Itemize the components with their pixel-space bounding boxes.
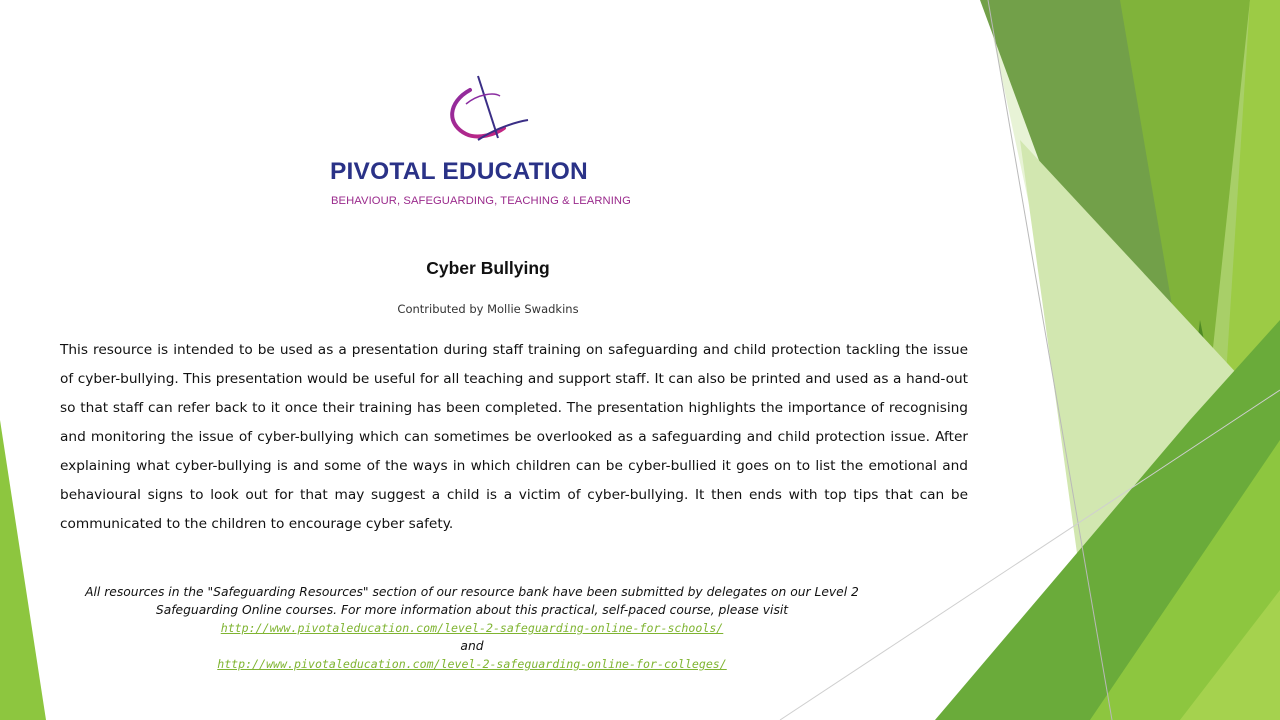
logo-stroke-diagonal	[478, 76, 498, 138]
pivotal-logo-mark	[328, 72, 658, 212]
logo-tagline: BEHAVIOUR, SAFEGUARDING, TEACHING & LEARNING	[331, 195, 631, 207]
left-green-wedge	[0, 420, 46, 720]
schools-course-link[interactable]: http://www.pivotaleducation.com/level-2-safeguarding-online-for-schools/	[220, 621, 724, 635]
footer-and: and	[460, 639, 484, 653]
contributor-byline: Contributed by Mollie Swadkins	[397, 302, 579, 316]
logo-stroke-arc	[466, 94, 500, 104]
footer-text: All resources in the "Safeguarding Resources" section of our resource bank have been submitted by delegates on our Level 2 Safeguarding Online courses. For more information about this practical, self-paced course, please visit	[85, 585, 859, 617]
page-title: Cyber Bullying	[426, 258, 550, 278]
footer-note	[44, 583, 900, 673]
description-paragraph: This resource is intended to be used as a presentation during staff training on safeguarding and child protection tackling the issue of cyber-bullying. This presentation would be useful for all teaching and support staff. It can also be printed and used as a hand-out so that staff can refer back to it once their training has been completed. The presentation highlights the importance of recognising and monitoring the issue of cyber-bullying which can sometimes be overlooked as a safeguarding and child protection issue. After explaining what cyber-bullying is and some of the ways in which children can be cyber-bullied it goes on to list the emotional and behavioural signs to look out for that may suggest a child is a victim of cyber-bullying. It then ends with top tips that can be communicated to the children to encourage cyber safety.	[60, 342, 968, 532]
logo-wordmark: PIVOTAL EDUCATION	[330, 158, 588, 185]
colleges-course-link[interactable]: http://www.pivotaleducation.com/level-2-safeguarding-online-for-colleges/	[217, 657, 727, 671]
